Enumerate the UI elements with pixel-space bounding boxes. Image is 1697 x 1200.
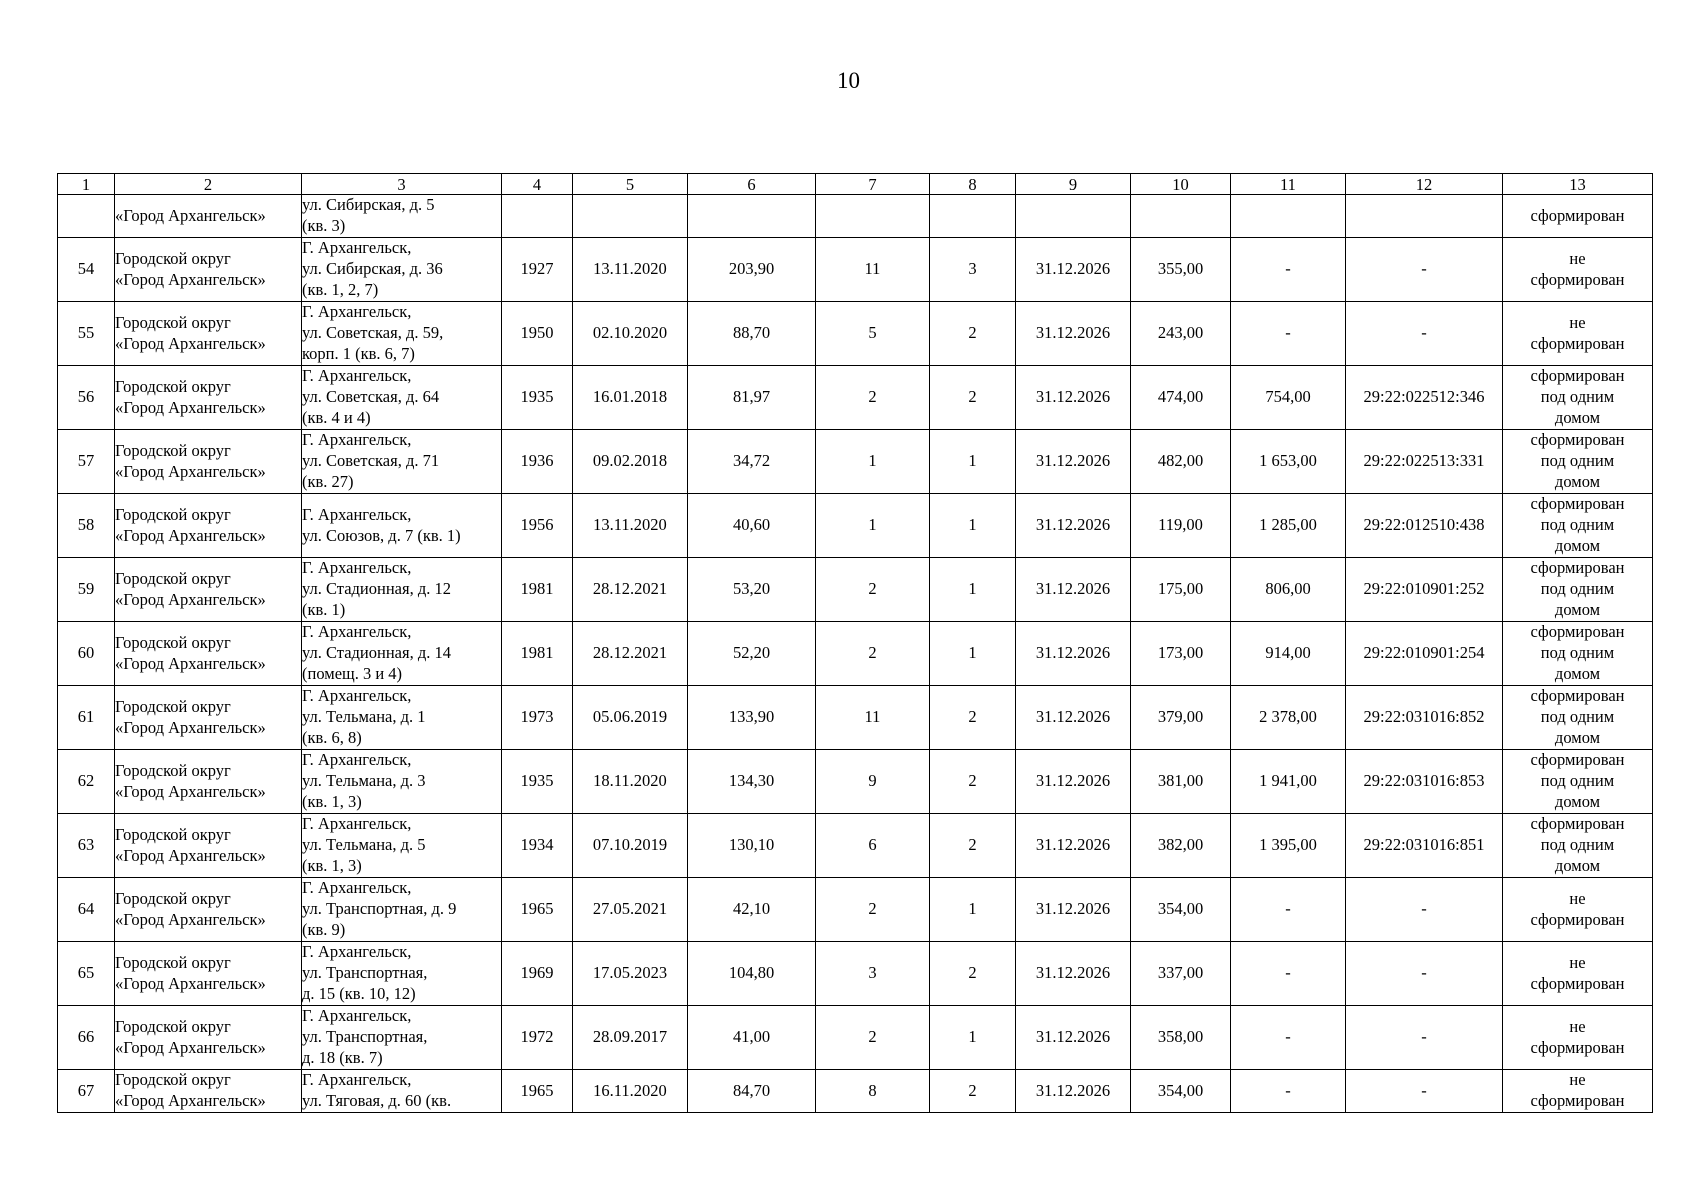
cell-row-number: 54 xyxy=(58,238,115,302)
table-row xyxy=(58,430,1653,494)
cell-apartments: 2 xyxy=(930,750,1016,814)
cell-deadline: 31.12.2026 xyxy=(1016,686,1131,750)
cell-row-number: 61 xyxy=(58,686,115,750)
cell-area: 104,80 xyxy=(688,942,816,1006)
cell-owner: Городской округ «Город Архангельск» xyxy=(115,942,302,1006)
cell-cadastral-number: 29:22:031016:852 xyxy=(1346,686,1503,750)
table-row xyxy=(58,622,1653,686)
cell-apartments: 3 xyxy=(930,238,1016,302)
cell-date: 17.05.2023 xyxy=(573,942,688,1006)
cell-cadastral-number: 29:22:031016:853 xyxy=(1346,750,1503,814)
cell-land-status: сформирован под одним домом xyxy=(1503,750,1653,814)
cell-area: 81,97 xyxy=(688,366,816,430)
cell-residents: 2 xyxy=(816,878,930,942)
cell-address: Г. Архангельск, ул. Стадионная, д. 14 (помещ. 3 и 4) xyxy=(302,622,502,686)
cell-land-area-11: - xyxy=(1231,1006,1346,1070)
cell-address: ул. Сибирская, д. 5 (кв. 3) xyxy=(302,195,502,238)
cell-apartments: 1 xyxy=(930,878,1016,942)
cell-deadline: 31.12.2026 xyxy=(1016,942,1131,1006)
cell-land-area-11: - xyxy=(1231,942,1346,1006)
cell-deadline: 31.12.2026 xyxy=(1016,494,1131,558)
cell-owner: Городской округ «Город Архангельск» xyxy=(115,814,302,878)
column-header-2: 2 xyxy=(115,174,302,195)
cell-build-year: 1965 xyxy=(502,878,573,942)
cell-area: 84,70 xyxy=(688,1070,816,1113)
cell-date: 18.11.2020 xyxy=(573,750,688,814)
cell-land-area-10 xyxy=(1131,195,1231,238)
table-row xyxy=(58,686,1653,750)
cell-row-number: 59 xyxy=(58,558,115,622)
cell-address: Г. Архангельск, ул. Тельмана, д. 3 (кв. 1, 3) xyxy=(302,750,502,814)
cell-apartments: 1 xyxy=(930,558,1016,622)
cell-land-status: сформирован под одним домом xyxy=(1503,558,1653,622)
cell-build-year: 1927 xyxy=(502,238,573,302)
cell-land-status: не сформирован xyxy=(1503,238,1653,302)
cell-land-status: не сформирован xyxy=(1503,878,1653,942)
cell-apartments: 2 xyxy=(930,942,1016,1006)
cell-cadastral-number: 29:22:022512:346 xyxy=(1346,366,1503,430)
cell-row-number: 63 xyxy=(58,814,115,878)
cell-area: 88,70 xyxy=(688,302,816,366)
cell-date: 07.10.2019 xyxy=(573,814,688,878)
cell-cadastral-number: 29:22:010901:254 xyxy=(1346,622,1503,686)
cell-build-year: 1950 xyxy=(502,302,573,366)
cell-apartments: 1 xyxy=(930,430,1016,494)
cell-build-year: 1965 xyxy=(502,1070,573,1113)
table-row xyxy=(58,494,1653,558)
cell-address: Г. Архангельск, ул. Стадионная, д. 12 (кв. 1) xyxy=(302,558,502,622)
cell-deadline xyxy=(1016,195,1131,238)
cell-apartments: 2 xyxy=(930,686,1016,750)
cell-apartments xyxy=(930,195,1016,238)
cell-build-year: 1969 xyxy=(502,942,573,1006)
column-header-4: 4 xyxy=(502,174,573,195)
cell-land-area-10: 243,00 xyxy=(1131,302,1231,366)
cell-land-area-10: 381,00 xyxy=(1131,750,1231,814)
cell-address: Г. Архангельск, ул. Тельмана, д. 1 (кв. 6, 8) xyxy=(302,686,502,750)
cell-build-year: 1935 xyxy=(502,366,573,430)
cell-date: 16.11.2020 xyxy=(573,1070,688,1113)
cell-land-area-10: 482,00 xyxy=(1131,430,1231,494)
cell-address: Г. Архангельск, ул. Советская, д. 59, корп. 1 (кв. 6, 7) xyxy=(302,302,502,366)
cell-residents: 9 xyxy=(816,750,930,814)
cell-land-status: сформирован под одним домом xyxy=(1503,622,1653,686)
cell-row-number: 65 xyxy=(58,942,115,1006)
cell-owner: Городской округ «Город Архангельск» xyxy=(115,622,302,686)
cell-land-area-10: 382,00 xyxy=(1131,814,1231,878)
cell-build-year: 1973 xyxy=(502,686,573,750)
table-body xyxy=(58,195,1653,1113)
cell-land-area-11: 754,00 xyxy=(1231,366,1346,430)
cell-deadline: 31.12.2026 xyxy=(1016,750,1131,814)
cell-date: 09.02.2018 xyxy=(573,430,688,494)
cell-owner: Городской округ «Город Архангельск» xyxy=(115,302,302,366)
cell-residents: 2 xyxy=(816,622,930,686)
cell-owner: Городской округ «Город Архангельск» xyxy=(115,430,302,494)
cell-owner: Городской округ «Город Архангельск» xyxy=(115,686,302,750)
cell-apartments: 2 xyxy=(930,366,1016,430)
cell-owner: Городской округ «Город Архангельск» xyxy=(115,878,302,942)
cell-land-status: сформирован под одним домом xyxy=(1503,430,1653,494)
data-table xyxy=(57,173,1653,1113)
cell-owner: Городской округ «Город Архангельск» xyxy=(115,494,302,558)
cell-land-area-11: 914,00 xyxy=(1231,622,1346,686)
cell-build-year: 1936 xyxy=(502,430,573,494)
column-header-7: 7 xyxy=(816,174,930,195)
column-header-12: 12 xyxy=(1346,174,1503,195)
cell-deadline: 31.12.2026 xyxy=(1016,878,1131,942)
cell-cadastral-number: - xyxy=(1346,1006,1503,1070)
cell-land-area-11: - xyxy=(1231,238,1346,302)
cell-row-number: 60 xyxy=(58,622,115,686)
cell-owner: Городской округ «Город Архангельск» xyxy=(115,238,302,302)
cell-owner: Городской округ «Город Архангельск» xyxy=(115,750,302,814)
cell-deadline: 31.12.2026 xyxy=(1016,814,1131,878)
cell-residents: 2 xyxy=(816,558,930,622)
cell-date xyxy=(573,195,688,238)
page-number: 10 xyxy=(837,68,860,93)
cell-land-status: не сформирован xyxy=(1503,302,1653,366)
cell-area: 40,60 xyxy=(688,494,816,558)
cell-build-year: 1934 xyxy=(502,814,573,878)
cell-owner: Городской округ «Город Архангельск» xyxy=(115,558,302,622)
cell-row-number: 67 xyxy=(58,1070,115,1113)
column-header-6: 6 xyxy=(688,174,816,195)
cell-land-area-10: 119,00 xyxy=(1131,494,1231,558)
cell-land-area-11: - xyxy=(1231,1070,1346,1113)
cell-deadline: 31.12.2026 xyxy=(1016,1006,1131,1070)
cell-residents: 8 xyxy=(816,1070,930,1113)
cell-cadastral-number: 29:22:012510:438 xyxy=(1346,494,1503,558)
cell-address: Г. Архангельск, ул. Транспортная, д. 9 (кв. 9) xyxy=(302,878,502,942)
cell-deadline: 31.12.2026 xyxy=(1016,366,1131,430)
table-row xyxy=(58,195,1653,238)
cell-row-number: 56 xyxy=(58,366,115,430)
cell-land-status: сформирован xyxy=(1503,195,1653,238)
cell-owner: Городской округ «Город Архангельск» xyxy=(115,366,302,430)
cell-address: Г. Архангельск, ул. Сибирская, д. 36 (кв. 1, 2, 7) xyxy=(302,238,502,302)
table-row xyxy=(58,750,1653,814)
cell-land-area-11: 1 653,00 xyxy=(1231,430,1346,494)
cell-build-year: 1972 xyxy=(502,1006,573,1070)
cell-date: 28.12.2021 xyxy=(573,622,688,686)
cell-apartments: 2 xyxy=(930,814,1016,878)
cell-land-area-11: 806,00 xyxy=(1231,558,1346,622)
cell-apartments: 1 xyxy=(930,622,1016,686)
cell-cadastral-number: - xyxy=(1346,878,1503,942)
cell-land-area-11: - xyxy=(1231,878,1346,942)
cell-cadastral-number: 29:22:010901:252 xyxy=(1346,558,1503,622)
cell-residents: 6 xyxy=(816,814,930,878)
cell-deadline: 31.12.2026 xyxy=(1016,238,1131,302)
cell-land-status: сформирован под одним домом xyxy=(1503,814,1653,878)
cell-land-area-11 xyxy=(1231,195,1346,238)
cell-land-area-11: 2 378,00 xyxy=(1231,686,1346,750)
column-header-3: 3 xyxy=(302,174,502,195)
cell-area: 130,10 xyxy=(688,814,816,878)
cell-land-area-10: 175,00 xyxy=(1131,558,1231,622)
cell-land-area-11: 1 941,00 xyxy=(1231,750,1346,814)
cell-owner: Городской округ «Город Архангельск» xyxy=(115,1070,302,1113)
cell-apartments: 2 xyxy=(930,302,1016,366)
cell-row-number: 62 xyxy=(58,750,115,814)
cell-land-area-10: 354,00 xyxy=(1131,1070,1231,1113)
cell-address: Г. Архангельск, ул. Советская, д. 64 (кв. 4 и 4) xyxy=(302,366,502,430)
cell-build-year xyxy=(502,195,573,238)
cell-land-area-10: 379,00 xyxy=(1131,686,1231,750)
column-header-8: 8 xyxy=(930,174,1016,195)
cell-build-year: 1956 xyxy=(502,494,573,558)
cell-build-year: 1981 xyxy=(502,622,573,686)
cell-area: 203,90 xyxy=(688,238,816,302)
cell-residents: 11 xyxy=(816,686,930,750)
cell-address: Г. Архангельск, ул. Тяговая, д. 60 (кв. xyxy=(302,1070,502,1113)
cell-residents: 3 xyxy=(816,942,930,1006)
cell-date: 27.05.2021 xyxy=(573,878,688,942)
cell-residents: 1 xyxy=(816,494,930,558)
cell-land-area-10: 337,00 xyxy=(1131,942,1231,1006)
cell-row-number: 55 xyxy=(58,302,115,366)
column-header-10: 10 xyxy=(1131,174,1231,195)
cell-area xyxy=(688,195,816,238)
cell-land-status: сформирован под одним домом xyxy=(1503,686,1653,750)
cell-land-area-10: 474,00 xyxy=(1131,366,1231,430)
cell-date: 28.09.2017 xyxy=(573,1006,688,1070)
cell-land-status: сформирован под одним домом xyxy=(1503,366,1653,430)
cell-deadline: 31.12.2026 xyxy=(1016,622,1131,686)
cell-row-number xyxy=(58,195,115,238)
column-header-11: 11 xyxy=(1231,174,1346,195)
cell-land-area-11: 1 395,00 xyxy=(1231,814,1346,878)
cell-date: 13.11.2020 xyxy=(573,494,688,558)
table-row xyxy=(58,942,1653,1006)
cell-build-year: 1981 xyxy=(502,558,573,622)
table-row xyxy=(58,366,1653,430)
cell-land-area-11: 1 285,00 xyxy=(1231,494,1346,558)
cell-apartments: 2 xyxy=(930,1070,1016,1113)
cell-address: Г. Архангельск, ул. Советская, д. 71 (кв. 27) xyxy=(302,430,502,494)
cell-row-number: 66 xyxy=(58,1006,115,1070)
column-header-1: 1 xyxy=(58,174,115,195)
cell-land-area-10: 355,00 xyxy=(1131,238,1231,302)
cell-cadastral-number: - xyxy=(1346,238,1503,302)
cell-residents: 11 xyxy=(816,238,930,302)
cell-area: 42,10 xyxy=(688,878,816,942)
cell-apartments: 1 xyxy=(930,494,1016,558)
cell-residents xyxy=(816,195,930,238)
cell-land-status: не сформирован xyxy=(1503,1006,1653,1070)
cell-cadastral-number: - xyxy=(1346,302,1503,366)
cell-area: 134,30 xyxy=(688,750,816,814)
table-row xyxy=(58,558,1653,622)
cell-land-status: сформирован под одним домом xyxy=(1503,494,1653,558)
cell-address: Г. Архангельск, ул. Тельмана, д. 5 (кв. 1, 3) xyxy=(302,814,502,878)
cell-land-status: не сформирован xyxy=(1503,942,1653,1006)
cell-owner: «Город Архангельск» xyxy=(115,195,302,238)
cell-owner: Городской округ «Город Архангельск» xyxy=(115,1006,302,1070)
cell-cadastral-number xyxy=(1346,195,1503,238)
cell-date: 02.10.2020 xyxy=(573,302,688,366)
cell-row-number: 64 xyxy=(58,878,115,942)
table-row xyxy=(58,878,1653,942)
cell-row-number: 57 xyxy=(58,430,115,494)
cell-address: Г. Архангельск, ул. Транспортная, д. 18 (кв. 7) xyxy=(302,1006,502,1070)
cell-residents: 2 xyxy=(816,366,930,430)
cell-land-area-10: 358,00 xyxy=(1131,1006,1231,1070)
cell-address: Г. Архангельск, ул. Транспортная, д. 15 (кв. 10, 12) xyxy=(302,942,502,1006)
cell-cadastral-number: 29:22:022513:331 xyxy=(1346,430,1503,494)
cell-deadline: 31.12.2026 xyxy=(1016,302,1131,366)
cell-deadline: 31.12.2026 xyxy=(1016,558,1131,622)
cell-date: 16.01.2018 xyxy=(573,366,688,430)
cell-cadastral-number: - xyxy=(1346,942,1503,1006)
cell-date: 05.06.2019 xyxy=(573,686,688,750)
table-row xyxy=(58,1006,1653,1070)
cell-residents: 5 xyxy=(816,302,930,366)
cell-area: 133,90 xyxy=(688,686,816,750)
cell-land-area-11: - xyxy=(1231,302,1346,366)
column-header-13: 13 xyxy=(1503,174,1653,195)
column-header-9: 9 xyxy=(1016,174,1131,195)
cell-area: 34,72 xyxy=(688,430,816,494)
cell-address: Г. Архангельск, ул. Союзов, д. 7 (кв. 1) xyxy=(302,494,502,558)
cell-date: 28.12.2021 xyxy=(573,558,688,622)
cell-residents: 1 xyxy=(816,430,930,494)
cell-area: 53,20 xyxy=(688,558,816,622)
table-row xyxy=(58,238,1653,302)
column-header-5: 5 xyxy=(573,174,688,195)
cell-apartments: 1 xyxy=(930,1006,1016,1070)
table-row xyxy=(58,302,1653,366)
table-row xyxy=(58,1070,1653,1113)
table-row xyxy=(58,814,1653,878)
cell-build-year: 1935 xyxy=(502,750,573,814)
cell-land-status: не сформирован xyxy=(1503,1070,1653,1113)
cell-row-number: 58 xyxy=(58,494,115,558)
cell-date: 13.11.2020 xyxy=(573,238,688,302)
cell-residents: 2 xyxy=(816,1006,930,1070)
cell-cadastral-number: - xyxy=(1346,1070,1503,1113)
header-row xyxy=(58,174,1653,195)
cell-area: 52,20 xyxy=(688,622,816,686)
cell-area: 41,00 xyxy=(688,1006,816,1070)
cell-deadline: 31.12.2026 xyxy=(1016,430,1131,494)
cell-cadastral-number: 29:22:031016:851 xyxy=(1346,814,1503,878)
cell-deadline: 31.12.2026 xyxy=(1016,1070,1131,1113)
cell-land-area-10: 173,00 xyxy=(1131,622,1231,686)
cell-land-area-10: 354,00 xyxy=(1131,878,1231,942)
